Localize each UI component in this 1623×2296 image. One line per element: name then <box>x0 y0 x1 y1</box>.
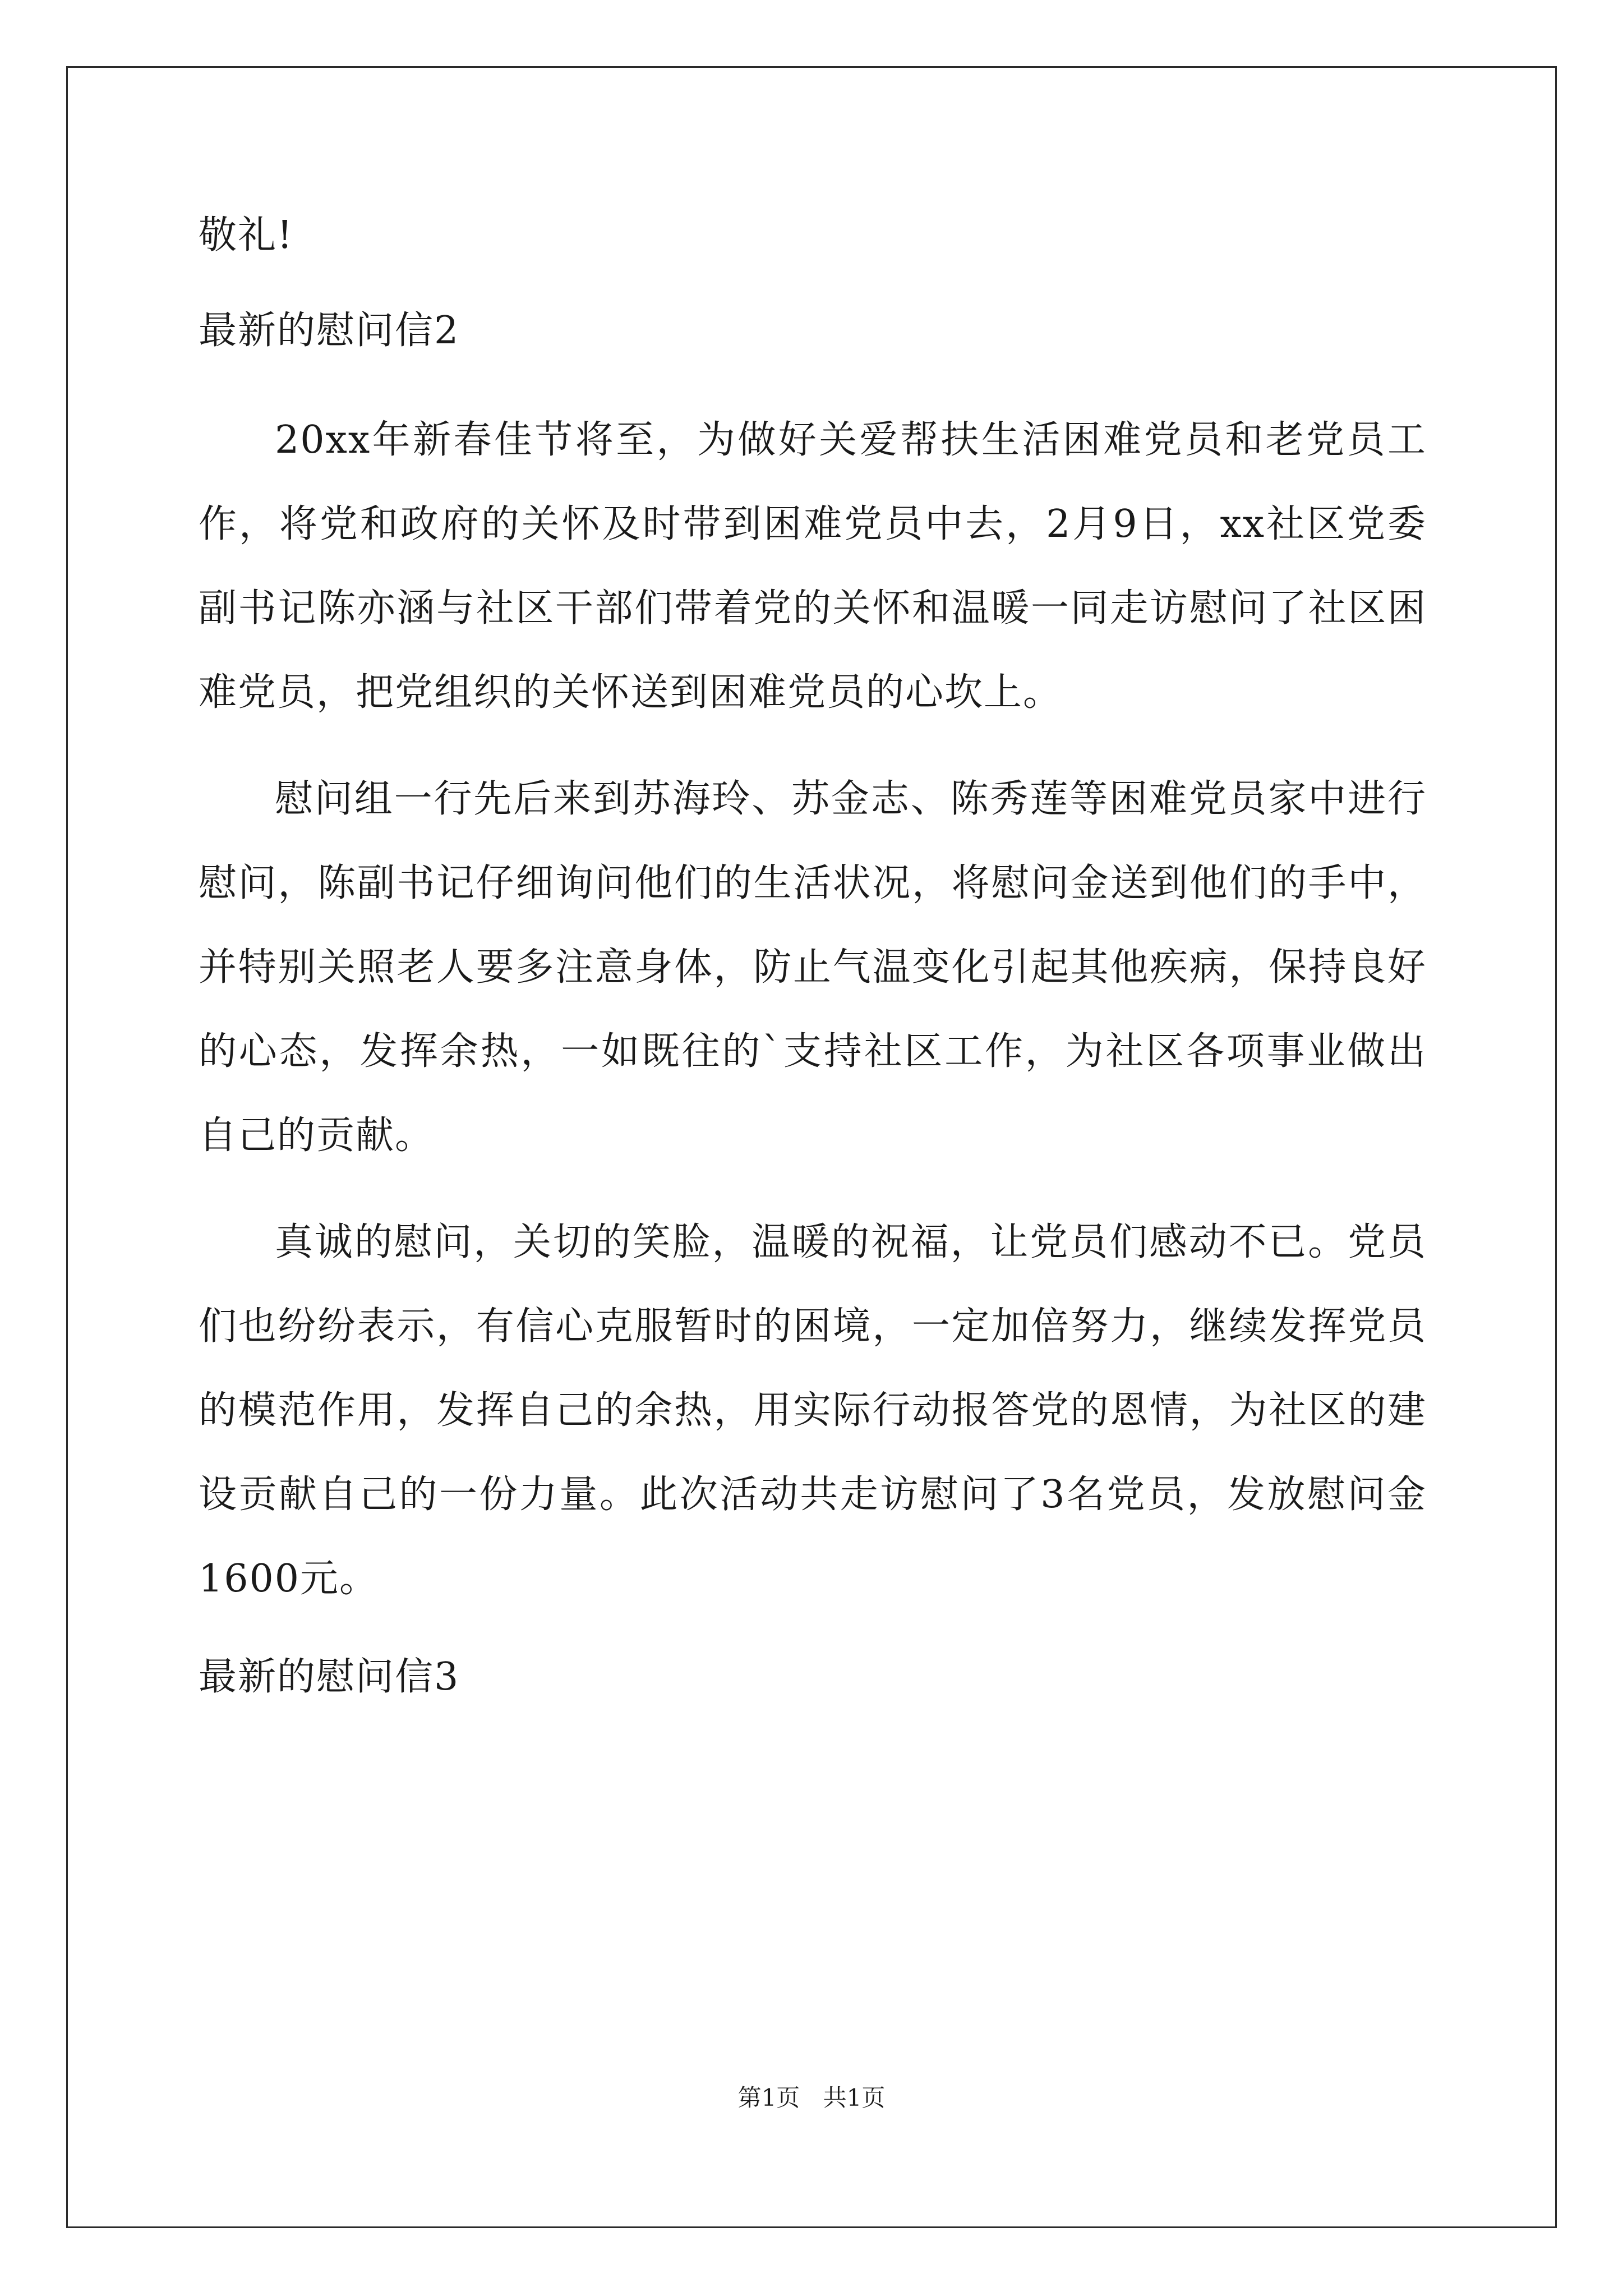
page-footer <box>0 2081 1623 2115</box>
closing-salutation: 敬礼! <box>199 213 294 257</box>
paragraph: 慰问组一行先后来到苏海玲、苏金志、陈秀莲等困难党员家中进行慰问，陈副书记仔细询问他们的生活状况，将慰问金送到他们的手中，并特别关照老人要多注意身体，防止气温变化引起其他疾病，保持良好的心态，发挥余热，一如既往的`支持社区工作，为社区各项事业做出自己的贡献。 <box>199 777 1427 1158</box>
page-total: 共1页 <box>823 2084 886 2111</box>
page-number: 第1页 <box>737 2084 800 2111</box>
paragraph: 真诚的慰问，关切的笑脸，温暖的祝福，让党员们感动不已。党员们也纷纷表示，有信心克服暂时的困境，一定加倍努力，继续发挥党员的模范作用，发挥自己的余热，用实际行动报答党的恩情，为社区的建设贡献自己的一份力量。此次活动共走访慰问了3名党员，发放慰问金1600元。 <box>199 1220 1427 1601</box>
document-body <box>199 202 1427 1745</box>
section-heading: 最新的慰问信2 <box>199 309 460 353</box>
section-heading: 最新的慰问信3 <box>199 1655 460 1699</box>
paragraph: 20xx年新春佳节将至，为做好关爱帮扶生活困难党员和老党员工作，将党和政府的关怀及时带到困难党员中去，2月9日，xx社区党委副书记陈亦涵与社区干部们带着党的关怀和温暖一同走访慰问了社区困难党员，把党组织的关怀送到困难党员的心坎上。 <box>199 418 1427 715</box>
